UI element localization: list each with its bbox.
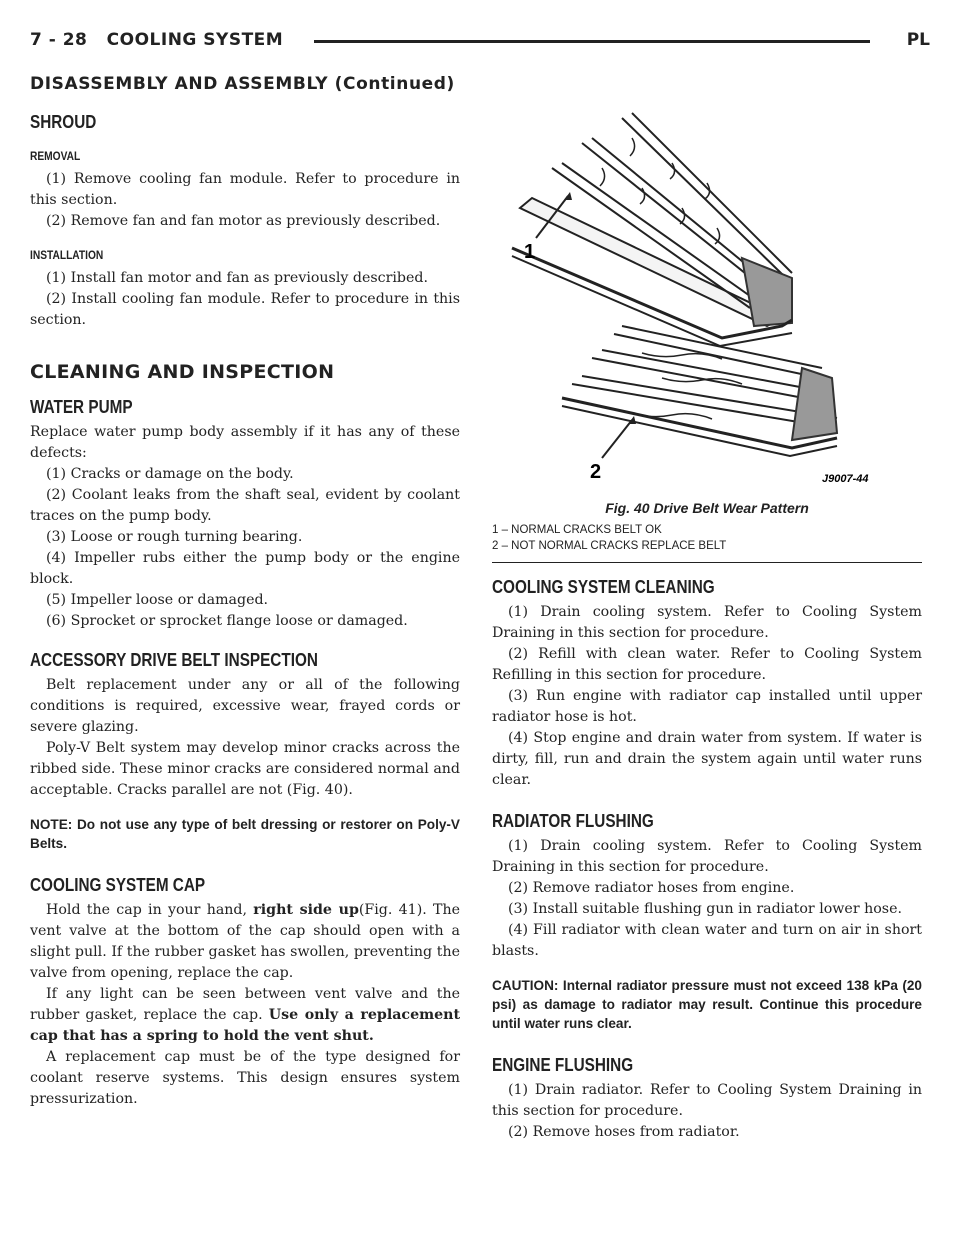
figure-legend-1: 1 – NORMAL CRACKS BELT OK	[492, 524, 662, 536]
flushing-step: (1) Drain cooling system. Refer to Cooling System Draining in this section for procedure.	[492, 838, 922, 875]
flushing-step: (4) Fill radiator with clean water and turn on air in short blasts.	[492, 922, 922, 959]
flushing-step: (2) Remove radiator hoses from engine.	[508, 880, 795, 896]
install-step-1: (1) Install fan motor and fan as previously described.	[46, 270, 428, 286]
belt-note: NOTE: Do not use any type of belt dressing or restorer on Poly-V Belts.	[30, 817, 460, 851]
cap-paragraph-2	[30, 984, 460, 1047]
engine-flush-step: (1) Drain radiator. Refer to Cooling System Draining in this section for procedure.	[492, 1082, 922, 1119]
belt-wear-figure	[492, 108, 922, 494]
cap-heading: COOLING SYSTEM CAP	[30, 875, 206, 895]
water-pump-item: (2) Coolant leaks from the shaft seal, evident by coolant traces on the pump body.	[30, 487, 460, 524]
radiator-flushing-heading: RADIATOR FLUSHING	[492, 811, 654, 831]
radiator-caution: CAUTION: Internal radiator pressure must not exceed 138 kPa (20 psi) as damage to radiator may result. Continue this procedure until water runs clear.	[492, 978, 922, 1031]
belt-paragraph-1: Belt replacement under any or all of the following conditions is required, excessive wear, frayed cords or severe glazing.	[30, 677, 460, 735]
figure-legend-2: 2 – NOT NORMAL CRACKS REPLACE BELT	[492, 540, 727, 552]
flushing-step: (3) Install suitable flushing gun in radiator lower hose.	[508, 901, 902, 917]
cap-paragraph-3: A replacement cap must be of the type designed for coolant reserve systems. This design ensures system pressurization.	[30, 1049, 460, 1107]
water-pump-item: (1) Cracks or damage on the body.	[46, 466, 294, 482]
header-left	[30, 30, 283, 50]
install-step-2: (2) Install cooling fan module. Refer to procedure in this section.	[30, 291, 460, 328]
figure-title: Fig. 40 Drive Belt Wear Pattern	[605, 500, 809, 516]
removal-heading: REMOVAL	[30, 149, 81, 163]
figure-rule	[492, 562, 922, 563]
engine-flush-step: (2) Remove hoses from radiator.	[508, 1124, 740, 1140]
callout-2-label: 2	[590, 461, 602, 483]
cap-p2-text: If any light can be seen between vent valve and the rubber gasket, replace the cap.	[30, 986, 460, 1023]
belt-illustration	[492, 108, 922, 494]
cleaning-step: (3) Run engine with radiator cap installed until upper radiator hose is hot.	[492, 688, 922, 725]
cap-p1-bold: right side up	[253, 902, 359, 918]
cleaning-heading: CLEANING AND INSPECTION	[30, 361, 335, 383]
belt-paragraph-2: Poly-V Belt system may develop minor cracks across the ribbed side. These minor cracks are considered normal and acceptable. Cracks parallel are not (Fig. 40).	[30, 740, 460, 798]
cleaning-step: (2) Refill with clean water. Refer to Cooling System Refilling in this section for procedure.	[492, 646, 922, 683]
water-pump-heading: WATER PUMP	[30, 397, 133, 417]
belt-inspection-heading: ACCESSORY DRIVE BELT INSPECTION	[30, 650, 318, 670]
water-pump-item: (4) Impeller rubs either the pump body or the engine block.	[30, 550, 460, 587]
water-pump-intro: Replace water pump body assembly if it has any of these defects:	[30, 424, 460, 461]
water-pump-item: (6) Sprocket or sprocket flange loose or damaged.	[46, 613, 408, 629]
cooling-cleaning-heading: COOLING SYSTEM CLEANING	[492, 577, 715, 597]
cap-p1-rest: (Fig. 41). The vent valve at the bottom of the cap should open with a slight pull. If the rubber gasket has swollen, preventing the valve from opening, replace the cap.	[30, 902, 460, 981]
belt-abnormal-cracks	[562, 326, 837, 456]
section-name: COOLING SYSTEM	[106, 30, 284, 50]
callout-2-leader	[602, 420, 632, 458]
engine-flushing-heading: ENGINE FLUSHING	[492, 1055, 634, 1075]
removal-step-2: (2) Remove fan and fan motor as previously described.	[46, 213, 441, 229]
cap-paragraph-1	[30, 900, 460, 984]
removal-step-1: (1) Remove cooling fan module. Refer to procedure in this section.	[30, 171, 460, 208]
cleaning-step: (4) Stop engine and drain water from system. If water is dirty, fill, run and drain the system again until water runs clear.	[492, 730, 922, 788]
cap-p2-bold: Use only a replacement cap that has a spring to hold the vent shut.	[30, 1007, 461, 1044]
header-rule	[314, 40, 870, 43]
page-subtitle: DISASSEMBLY AND ASSEMBLY (Continued)	[30, 74, 455, 94]
cap-p1-text: Hold the cap in your hand,	[46, 902, 254, 918]
right-column	[492, 108, 922, 1143]
cleaning-step: (1) Drain cooling system. Refer to Cooling System Draining in this section for procedure.	[492, 604, 922, 641]
shroud-heading: SHROUD	[30, 112, 97, 132]
water-pump-item: (5) Impeller loose or damaged.	[46, 592, 269, 608]
left-column	[30, 108, 460, 1110]
callout-1-arrow	[564, 192, 572, 200]
belt-normal-cracks	[512, 113, 792, 346]
page-number: 7 - 28	[30, 30, 88, 50]
callout-1-label: 1	[524, 241, 536, 263]
figure-code: J9007-44	[822, 473, 869, 485]
model-code: PL	[906, 30, 930, 50]
installation-heading: INSTALLATION	[30, 248, 104, 262]
page-header	[30, 30, 930, 52]
water-pump-item: (3) Loose or rough turning bearing.	[46, 529, 303, 545]
